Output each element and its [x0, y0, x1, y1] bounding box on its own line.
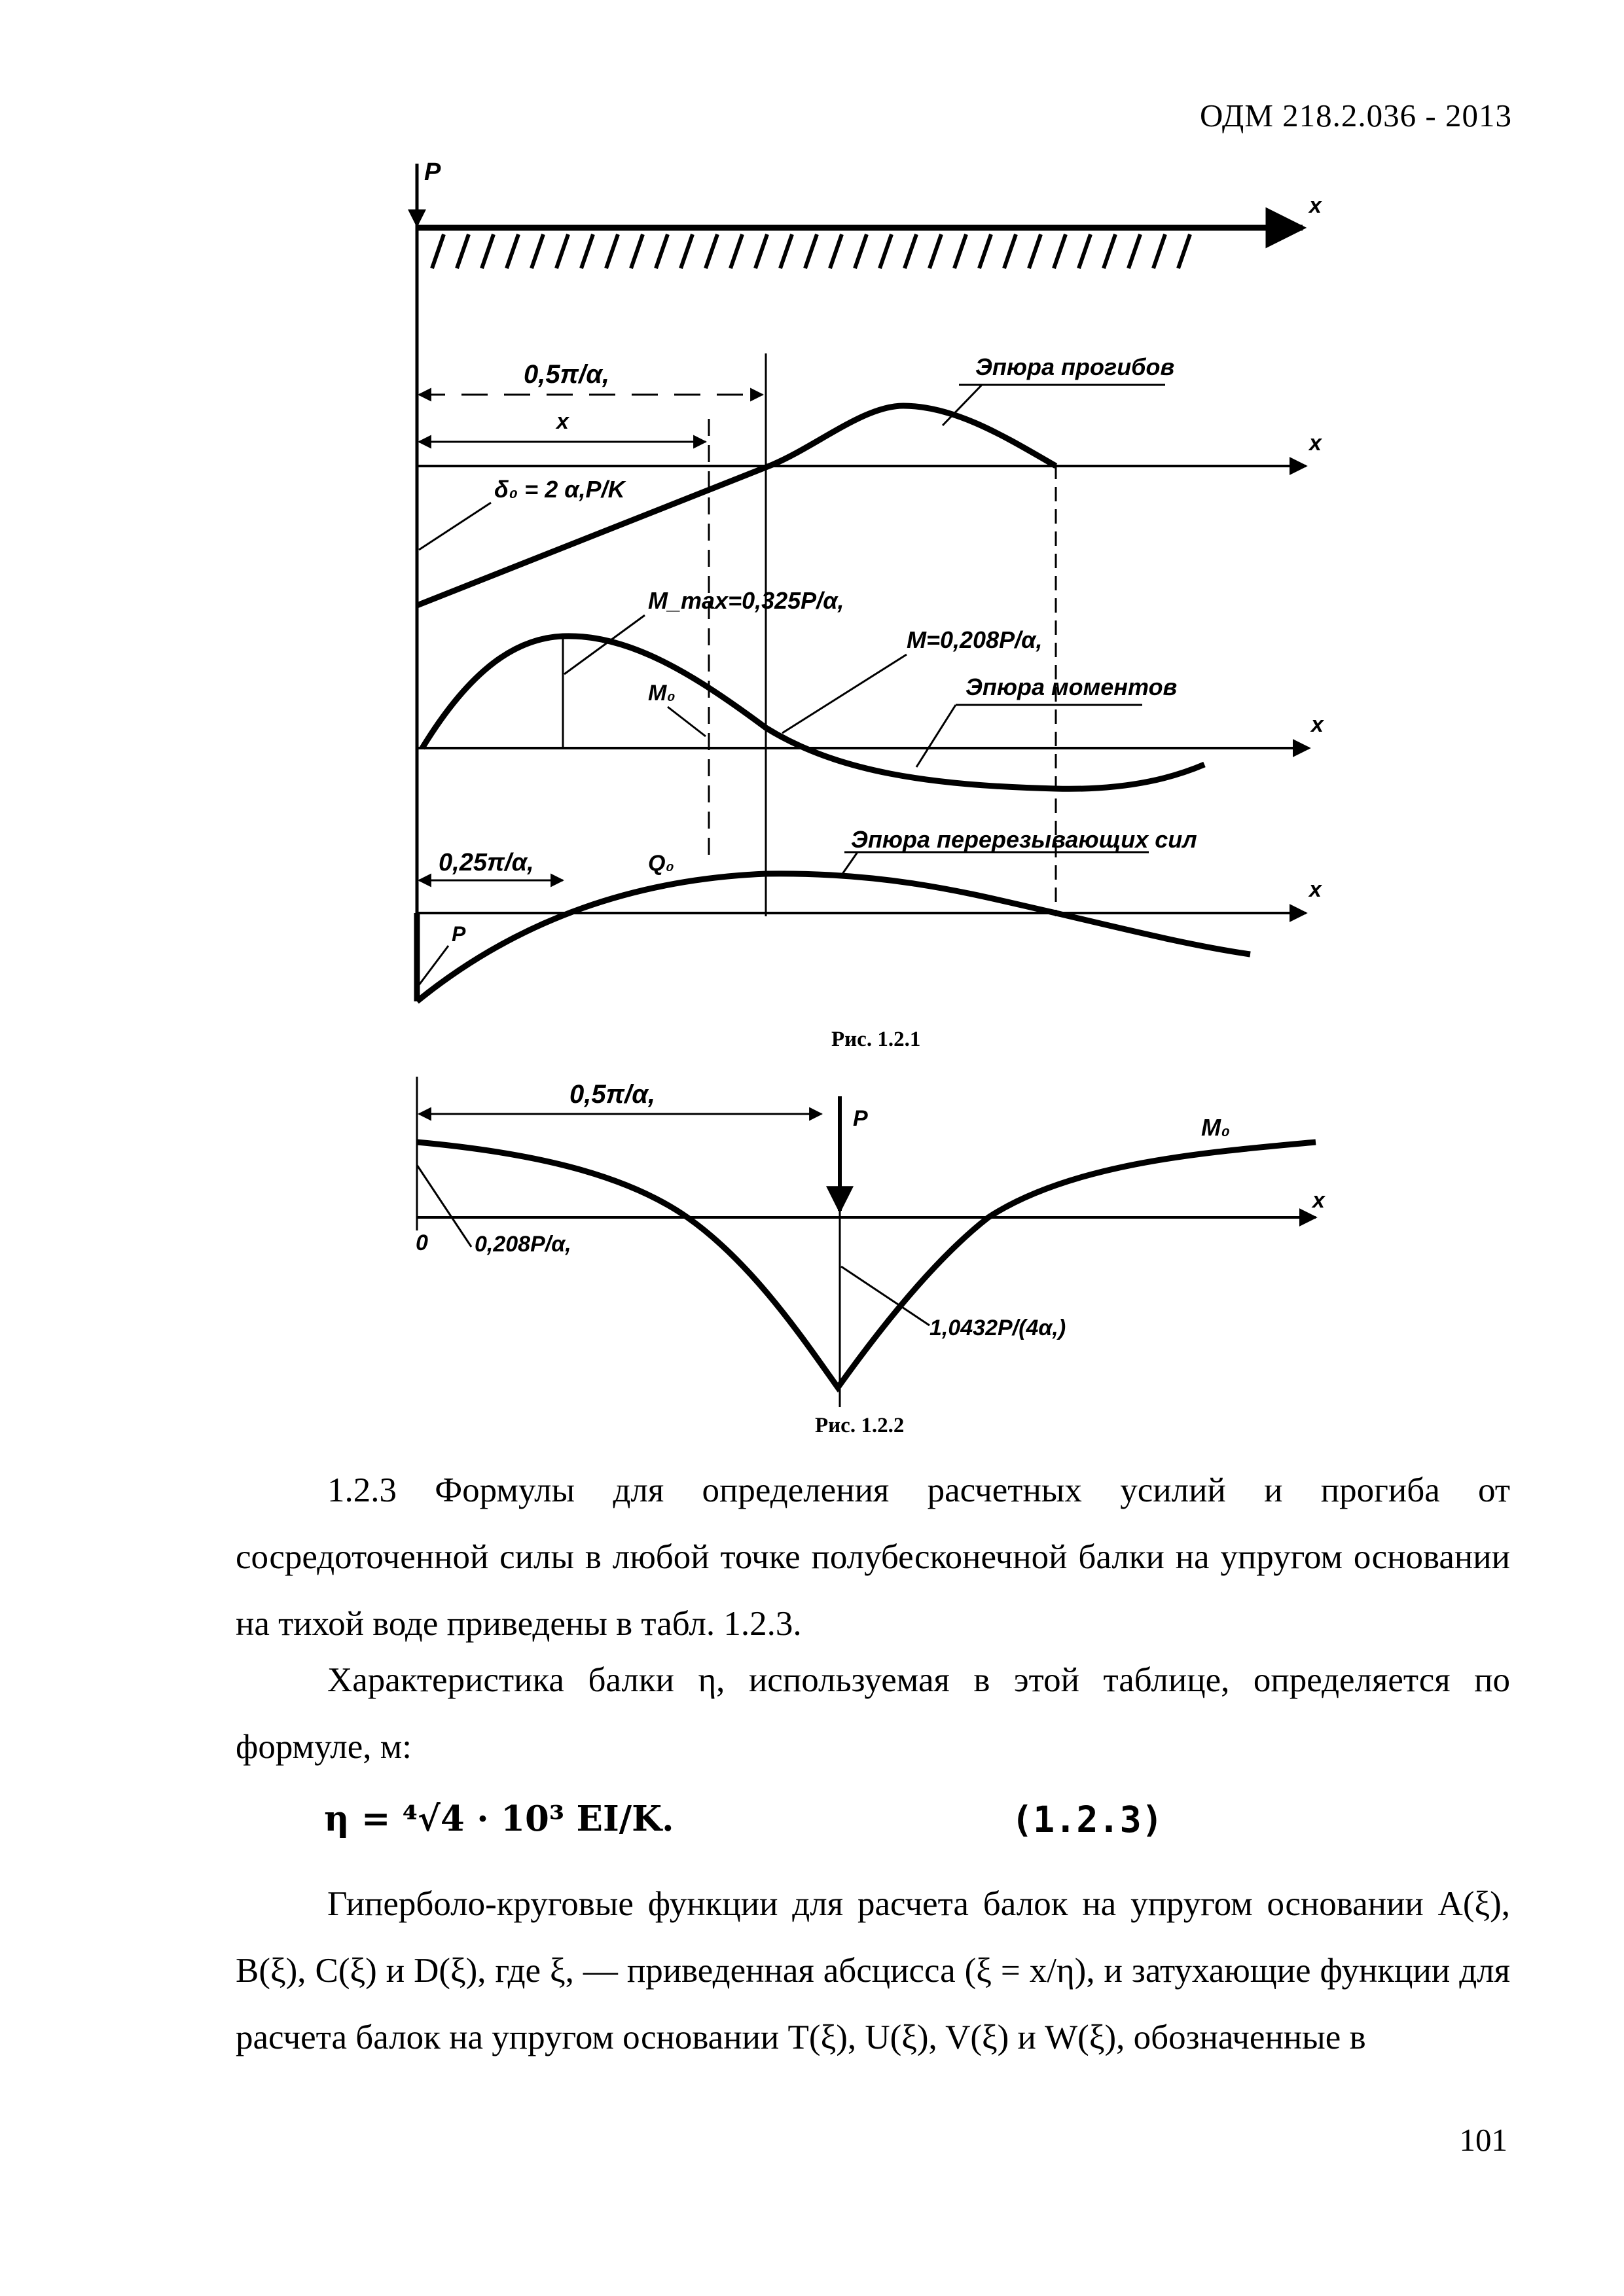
hatch-stroke: [507, 234, 518, 268]
caption-fig-1-2-2: Рис. 1.2.2: [815, 1414, 905, 1437]
label-zero-fig2: 0: [416, 1230, 428, 1255]
label-moment-diagram: Эпюра моментов: [965, 673, 1178, 700]
hatch-stroke: [929, 234, 941, 268]
hatch-stroke: [1153, 234, 1165, 268]
leader-delta: [419, 503, 491, 550]
label-half-span: 0,5π/α,: [524, 360, 610, 389]
leader-m-max: [564, 615, 645, 674]
leader-bottom-fig2: [841, 1266, 929, 1325]
moment-curve-fig2: [417, 1142, 1316, 1388]
hatch-stroke: [805, 234, 817, 268]
label-bottom-value-fig2: 1,0432P/(4α,): [929, 1316, 1066, 1340]
hatch-stroke: [556, 234, 568, 268]
hatch-stroke: [532, 234, 543, 268]
formula-number: (1.2.3): [1011, 1799, 1163, 1840]
formula-row: [324, 1785, 1163, 1857]
document-code: ОДМ 218.2.036 - 2013: [1199, 98, 1512, 134]
hatch-stroke: [731, 234, 742, 268]
hatch-stroke: [581, 234, 593, 268]
label-m0-fig2: M₀: [1201, 1114, 1231, 1141]
hatch-stroke: [1079, 234, 1091, 268]
paragraph-text: Характеристика балки η, используемая в этой таблице, определяется по формуле, м:: [236, 1661, 1510, 1766]
hatch-stroke: [457, 234, 469, 268]
ground-hatching: [432, 234, 1190, 268]
label-p-fig2: P: [853, 1106, 868, 1131]
label-half-span-fig2: 0,5π/α,: [569, 1080, 656, 1109]
label-delta: δ₀ = 2 α,P/K: [494, 476, 625, 503]
hatch-stroke: [432, 234, 444, 268]
label-m-value: M=0,208P/α,: [907, 626, 1043, 653]
label-deflection-diagram: Эпюра прогибов: [975, 353, 1175, 380]
leader-moment: [916, 705, 956, 767]
figure-1-2-2: [416, 1077, 1326, 1437]
label-m-max: M_max=0,325P/α,: [648, 587, 844, 614]
formula-eta: η = ⁴√4 · 10³ EI/K.: [324, 1799, 674, 1839]
hatch-stroke: [855, 234, 867, 268]
hatch-stroke: [1104, 234, 1115, 268]
hatch-stroke: [780, 234, 792, 268]
caption-fig-1-2-1: Рис. 1.2.1: [831, 1028, 921, 1051]
label-x-deflection: x: [1309, 431, 1322, 456]
label-m0: M₀: [648, 681, 676, 706]
paragraph-functions: [236, 1871, 1510, 2071]
hatch-stroke: [880, 234, 892, 268]
page-number: 101: [1459, 2122, 1507, 2158]
label-shear-diagram: Эпюра перерезывающих сил: [851, 826, 1197, 853]
paragraph-characteristic: [236, 1647, 1510, 1780]
label-p: P: [424, 158, 441, 186]
label-x-top: x: [1309, 193, 1322, 218]
paragraph-1-2-3: [236, 1457, 1510, 1657]
leader-m-value: [782, 655, 907, 733]
label-left-value-fig2: 0,208P/α,: [475, 1232, 571, 1257]
deflection-curve: [417, 406, 1056, 605]
hatch-stroke: [606, 234, 618, 268]
hatch-stroke: [830, 234, 842, 268]
hatch-stroke: [706, 234, 717, 268]
label-x-dim: x: [556, 409, 569, 434]
hatch-stroke: [979, 234, 991, 268]
hatch-stroke: [1029, 234, 1041, 268]
hatch-stroke: [482, 234, 494, 268]
leader-m0: [668, 707, 706, 736]
paragraph-text: Гиперболо-круговые функции для расчета балок на упругом основании A(ξ), B(ξ), C(ξ) и D(ξ), где ξ, — приведенная абсцисса (ξ = x/η), и затухающие функции для расчета балок на упругом основании T(ξ), U(ξ), V(ξ) и W(ξ), обозначенные в: [236, 1885, 1510, 2056]
label-x-fig2: x: [1312, 1188, 1325, 1213]
hatch-stroke: [1128, 234, 1140, 268]
label-p-shear: P: [452, 922, 466, 946]
hatch-stroke: [905, 234, 916, 268]
hatch-stroke: [755, 234, 767, 268]
hatch-stroke: [1004, 234, 1016, 268]
hatch-stroke: [1054, 234, 1066, 268]
label-x-shear: x: [1309, 877, 1322, 902]
hatch-stroke: [954, 234, 966, 268]
shear-curve: [417, 874, 1250, 1001]
figure-1-2-1: [417, 158, 1325, 1051]
label-x-moment: x: [1311, 712, 1324, 737]
hatch-stroke: [1178, 234, 1190, 268]
hatch-stroke: [631, 234, 643, 268]
label-q0: Q₀: [648, 851, 674, 876]
hatch-stroke: [681, 234, 693, 268]
leader-shear: [841, 852, 857, 876]
hatch-stroke: [656, 234, 668, 268]
paragraph-text: 1.2.3 Формулы для определения расчетных усилий и прогиба от сосредоточенной силы в любой точке полубесконечной балки на упругом основании на тихой воде приведены в табл. 1.2.3.: [236, 1471, 1510, 1643]
label-quarter-span: 0,25π/α,: [439, 849, 534, 876]
